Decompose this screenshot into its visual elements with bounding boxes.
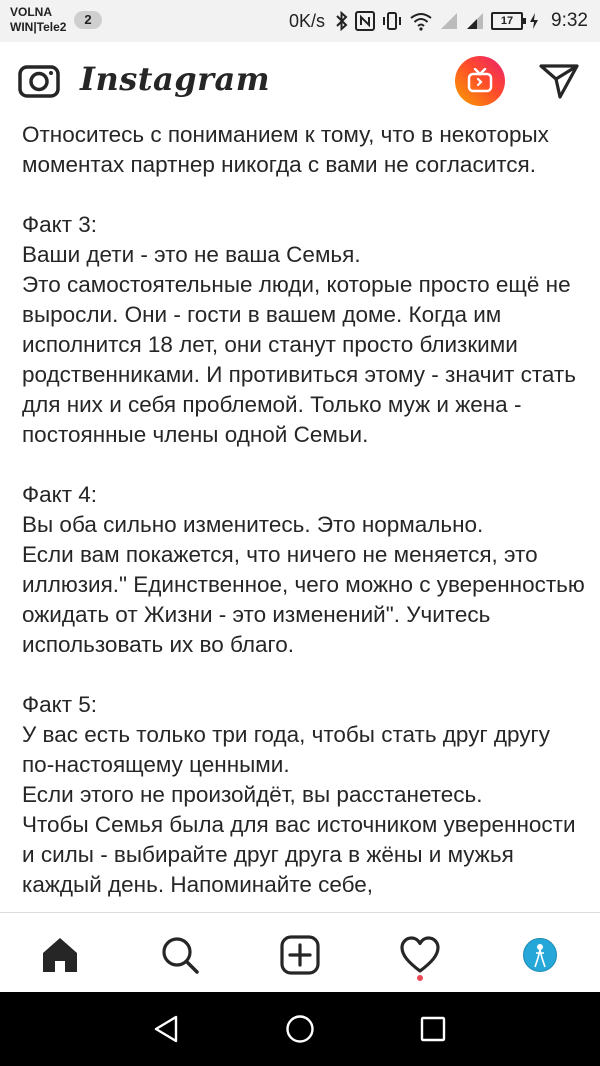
carrier-2: WIN|Tele2	[10, 20, 67, 34]
post-content[interactable]	[0, 120, 600, 912]
wifi-icon	[409, 11, 433, 31]
post-caption: Относитесь с пониманием к тому, что в некоторых моментах партнер никогда с вами не согласится. Факт 3: Ваши дети - это не ваша Семья. Это самостоятельные люди, которые просто ещё не выросли. Они - гости в вашем доме. Когда им исполнится 18 лет, они станут просто близкими родственниками. И противиться этому - значит стать для них и себя проблемой. Только муж и жена - постоянные члены одной Семьи. Факт 4: Вы оба сильно изменитесь. Это нормально. Если вам покажется, что ничего не меняется, это иллюзия." Единственное, чего можно с уверенностью ожидать от Жизни - это изменений". Учитесь использовать их во благо. Факт 5: У вас есть только три года, чтобы стать друг другу по-настоящему ценными. Если этого не произойдёт, вы расстанетесь. Чтобы Семья была для вас источником уверенности и силы - выбирайте друг друга в жёны и мужья каждый день. Напоминайте себе,	[22, 122, 585, 897]
igtv-icon	[467, 68, 493, 94]
status-indicators	[289, 8, 588, 34]
carrier-info	[10, 5, 66, 35]
home-icon	[40, 935, 80, 975]
clock: 9:32	[551, 10, 588, 31]
bottom-navigation	[0, 912, 600, 993]
network-speed: 0K/s	[288, 10, 326, 31]
paper-plane-icon	[538, 62, 580, 100]
signal-icon-2	[465, 11, 485, 31]
status-bar	[0, 0, 600, 42]
recents-square-icon[interactable]	[418, 1014, 448, 1044]
search-icon	[160, 935, 200, 975]
nav-activity[interactable]	[398, 933, 442, 977]
signal-icon-1	[439, 11, 459, 31]
notification-count-badge: 2	[74, 11, 102, 29]
home-circle-icon[interactable]	[285, 1014, 315, 1044]
nav-new-post[interactable]	[278, 933, 322, 977]
carrier-1: VOLNA	[10, 5, 52, 19]
igtv-button[interactable]	[455, 56, 505, 106]
camera-icon[interactable]	[18, 62, 60, 98]
direct-messages-button[interactable]	[538, 62, 580, 100]
nav-home[interactable]	[38, 933, 82, 977]
nav-search[interactable]	[158, 933, 202, 977]
system-navigation-bar	[0, 992, 600, 1066]
app-header	[0, 42, 600, 120]
nfc-icon	[355, 11, 375, 31]
battery-indicator: 17	[491, 12, 523, 30]
vibrate-icon	[381, 11, 403, 31]
instagram-logo: Instagram	[80, 60, 271, 98]
nav-profile[interactable]	[518, 933, 562, 977]
back-triangle-icon[interactable]	[152, 1014, 182, 1044]
add-post-icon	[280, 935, 320, 975]
activity-notification-dot	[417, 975, 423, 981]
charging-icon	[529, 12, 539, 30]
avatar	[523, 938, 557, 972]
bluetooth-icon	[335, 11, 349, 31]
heart-icon	[400, 936, 440, 974]
